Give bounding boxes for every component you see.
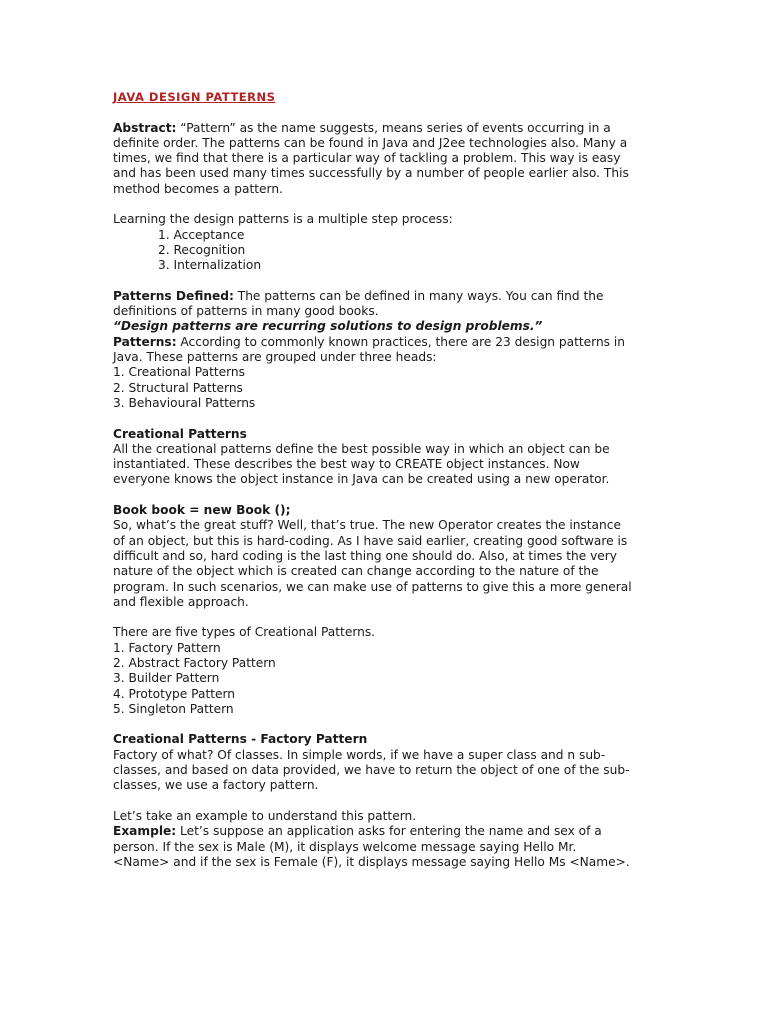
patterns-label: Patterns: — [113, 334, 177, 349]
learning-step-1: 1. Acceptance — [158, 227, 245, 242]
learning-step-3: 3. Internalization — [158, 258, 262, 273]
abstract-label: Abstract: — [113, 120, 177, 135]
creational-type-1: 1. Factory Pattern — [113, 640, 221, 655]
spacer — [113, 274, 633, 289]
factory-heading — [113, 732, 633, 747]
creational-type-5: 5. Singleton Pattern — [113, 701, 234, 716]
patterns-defined-text: The patterns can be defined in many ways. You can find the definitions of patterns in many good books. — [113, 288, 604, 319]
example-text: Let’s suppose an application asks for entering the name and sex of a person. If the sex is Male (M), it displays welcome message saying Hello Mr. <Name> and if the sex is Female (F), it displays message saying Hello Ms <Name>. — [113, 824, 630, 869]
creational-type-4: 4. Prototype Pattern — [113, 686, 236, 701]
factory-text: Factory of what? Of classes. In simple words, if we have a super class and n sub-classes, and based on data provided, we have to return the object of one of the sub-classes, we use a factory pattern. — [113, 747, 630, 793]
example-intro: Let’s take an example to understand this pattern. — [113, 808, 417, 823]
pattern-head-3: 3. Behavioural Patterns — [113, 395, 256, 410]
patterns-defined-paragraph — [113, 289, 633, 320]
spacer — [113, 488, 633, 503]
code-line — [113, 503, 633, 518]
spacer — [113, 717, 633, 732]
creational-explanation: So, what’s the great stuff? Well, that’s true. The new Operator creates the instance of an object, but this is hard-coding. As I have said earlier, creating good software is difficult and so, hard coding is the last thing one should do. Also, at times the very nature of the object which is created can change according to the nature of the program. In such scenarios, we can make use of patterns to give this a more general and flexible approach. — [113, 518, 632, 609]
design-patterns-quote: “Design patterns are recurring solutions to design problems.” — [113, 319, 543, 334]
document-content — [113, 90, 633, 870]
learning-intro: Learning the design patterns is a multiple step process: — [113, 212, 453, 227]
code-text: Book book = new Book (); — [113, 503, 291, 518]
creational-type-2: 2. Abstract Factory Pattern — [113, 655, 276, 670]
learning-step-2: 2. Recognition — [158, 242, 246, 257]
spacer — [113, 794, 633, 809]
factory-heading-text: Creational Patterns - Factory Pattern — [113, 732, 368, 747]
patterns-paragraph — [113, 335, 633, 366]
patterns-text: According to commonly known practices, there are 23 design patterns in Java. These patterns are grouped under three heads: — [113, 334, 626, 365]
creational-types-intro: There are five types of Creational Patterns. — [113, 625, 376, 640]
spacer — [113, 197, 633, 212]
creational-text: All the creational patterns define the best possible way in which an object can be instantiated. These describes the best way to CREATE object instances. Now everyone knows the object instance in Java can be created using a new operator. — [113, 441, 610, 487]
creational-type-3: 3. Builder Pattern — [113, 671, 220, 686]
pattern-head-1: 1. Creational Patterns — [113, 365, 245, 380]
spacer — [113, 411, 633, 426]
document-title: JAVA DESIGN PATTERNS — [113, 90, 276, 104]
patterns-defined-label: Patterns Defined: — [113, 288, 234, 303]
example-paragraph — [113, 824, 633, 870]
creational-heading — [113, 427, 633, 442]
spacer — [113, 105, 633, 120]
abstract-paragraph — [113, 121, 633, 197]
creational-heading-text: Creational Patterns — [113, 426, 247, 441]
pattern-head-2: 2. Structural Patterns — [113, 380, 243, 395]
abstract-text: “Pattern” as the name suggests, means series of events occurring in a definite order. The patterns can be found in Java and J2ee technologies also. Many a times, we find that there is a particular way of tackling a problem. This way is easy and has been used many times successfully by a number of people earlier also. This method becomes a pattern. — [113, 120, 629, 196]
example-label: Example: — [113, 824, 177, 839]
spacer — [113, 610, 633, 625]
